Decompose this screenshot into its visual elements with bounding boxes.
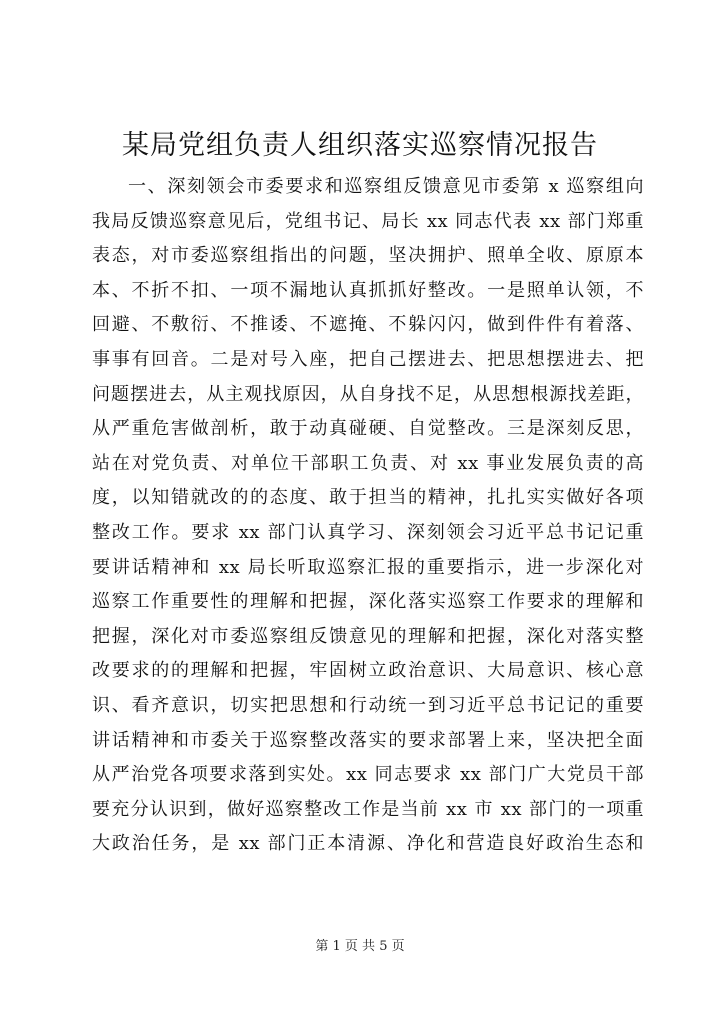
- body-line: 站在对党负责、对单位干部职工负责、对 xx 事业发展负责的高: [92, 452, 644, 474]
- body-line: 把握，深化对市委巡察组反馈意见的理解和把握，深化对落实整: [92, 625, 644, 647]
- body-line: 大政治任务，是 xx 部门正本清源、净化和营造良好政治生态和: [92, 833, 644, 855]
- body-line: 讲话精神和市委关于巡察整改落实的要求部署上来，坚决把全面: [92, 729, 644, 751]
- body-line: 识、看齐意识，切实把思想和行动统一到习近平总书记记的重要: [92, 694, 644, 716]
- body-line: 要讲话精神和 xx 局长听取巡察汇报的重要指示，进一步深化对: [92, 556, 644, 578]
- document-body: [92, 170, 644, 862]
- body-line: 问题摆进去，从主观找原因，从自身找不足，从思想根源找差距，: [92, 383, 644, 405]
- body-line: 巡察工作重要性的理解和把握，深化落实巡察工作要求的理解和: [92, 591, 644, 613]
- page-footer: 第 1 页 共 5 页: [315, 939, 405, 954]
- body-line: 表态，对市委巡察组指出的问题，坚决拥护、照单全收、原原本: [92, 245, 644, 267]
- body-line: 从严重危害做剖析，敢于动真碰硬、自觉整改。三是深刻反思，: [92, 418, 644, 440]
- body-line: 要充分认识到，做好巡察整改工作是当前 xx 市 xx 部门的一项重: [92, 798, 644, 820]
- body-line: 改要求的的理解和把握，牢固树立政治意识、大局意识、核心意: [92, 660, 644, 682]
- body-line: 我局反馈巡察意见后，党组书记、局长 xx 同志代表 xx 部门郑重: [92, 210, 644, 232]
- body-line: 事事有回音。二是对号入座，把自己摆进去、把思想摆进去、把: [92, 348, 644, 370]
- body-line: 度，以知错就改的的态度、敢于担当的精神，扎扎实实做好各项: [92, 487, 644, 509]
- document-title: 某局党组负责人组织落实巡察情况报告: [122, 130, 598, 161]
- body-line: 回避、不敷衍、不推诿、不遮掩、不躲闪闪，做到件件有着落、: [92, 314, 644, 336]
- body-line: 整改工作。要求 xx 部门认真学习、深刻领会习近平总书记记重: [92, 521, 644, 543]
- body-line: 一、深刻领会市委要求和巡察组反馈意见市委第 x 巡察组向: [128, 176, 644, 197]
- body-line: 从严治党各项要求落到实处。xx 同志要求 xx 部门广大党员干部: [92, 764, 644, 786]
- body-line: 本、不折不扣、一项不漏地认真抓抓好整改。一是照单认领，不: [92, 279, 644, 301]
